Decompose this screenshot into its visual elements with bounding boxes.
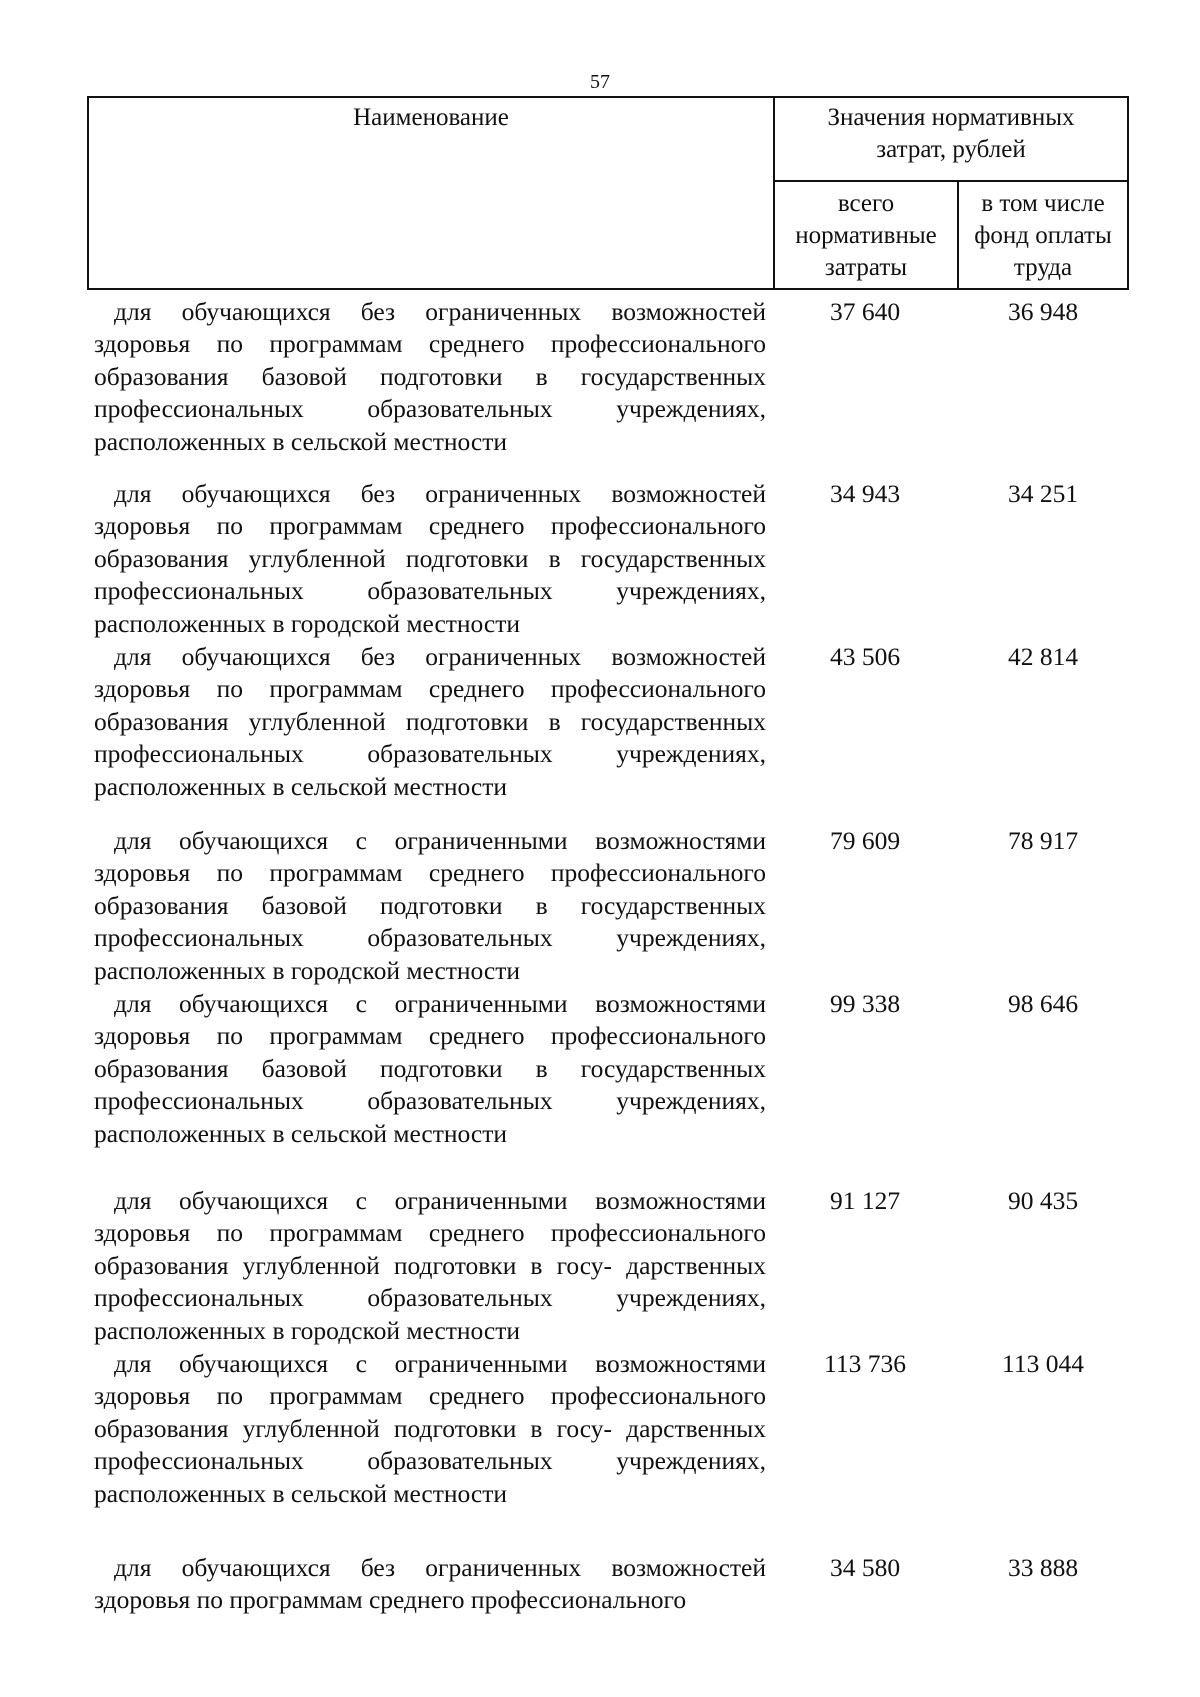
row-total: 79 609: [829, 826, 901, 855]
row-total: 99 338: [829, 989, 901, 1018]
header-total-line2: нормативные: [795, 222, 937, 249]
table-header: [87, 96, 1129, 290]
row-name: для обучающихся с ограниченными возможностями здоровья по программам среднего профессионального образования базовой подготовки в государственных профессиональных образовательных учреждениях, расположенных в сельской местности: [94, 989, 766, 1148]
header-total-column: [775, 182, 959, 288]
header-payroll-line2: фонд оплаты: [974, 222, 1112, 249]
row-payroll: 90 435: [1007, 1186, 1079, 1215]
page-number: 57: [590, 71, 610, 93]
header-payroll-line1: в том числе: [981, 190, 1105, 217]
header-total-line1: всего: [837, 190, 895, 217]
header-payroll-line3: труда: [1013, 254, 1073, 281]
row-payroll: 113 044: [1002, 1349, 1084, 1378]
row-payroll: 42 814: [1007, 642, 1079, 671]
row-payroll: 36 948: [1007, 297, 1079, 326]
row-name: для обучающихся без ограниченных возможностей здоровья по программам среднего профессионального образования углубленной подготовки в государственных профессиональных образовательных учреждениях, расположенных в сельской местности: [94, 642, 766, 801]
row-name: для обучающихся без ограниченных возможностей здоровья по программам среднего профессионального: [94, 1553, 766, 1615]
row-payroll: 78 917: [1007, 826, 1079, 855]
header-values-column: [775, 98, 1127, 182]
row-name: для обучающихся без ограниченных возможностей здоровья по программам среднего профессионального образования базовой подготовки в государственных профессиональных образовательных учреждениях, расположенных в сельской местности: [94, 297, 766, 456]
header-values-title-line1: Значения нормативных: [827, 104, 1075, 131]
row-total: 113 736: [824, 1349, 906, 1378]
row-total: 37 640: [829, 297, 901, 326]
row-total: 34 943: [829, 479, 901, 508]
header-total-line3: затраты: [824, 254, 908, 281]
row-total: 43 506: [829, 642, 901, 671]
row-name: для обучающихся с ограниченными возможностями здоровья по программам среднего профессионального образования углубленной подготовки в госу- дарственных профессиональных образовательных учреждениях, расположенных в сельской местности: [94, 1349, 766, 1508]
row-name: для обучающихся с ограниченными возможностями здоровья по программам среднего профессионального образования углубленной подготовки в госу- дарственных профессиональных образовательных учреждениях, расположенных в городской местности: [94, 1186, 766, 1345]
row-total: 34 580: [829, 1553, 901, 1582]
row-payroll: 34 251: [1007, 479, 1079, 508]
row-total: 91 127: [829, 1186, 901, 1215]
row-name: для обучающихся с ограниченными возможностями здоровья по программам среднего профессионального образования базовой подготовки в государственных профессиональных образовательных учреждениях, расположенных в городской местности: [94, 826, 766, 985]
header-name-column: Наименование: [89, 98, 775, 288]
row-name: для обучающихся без ограниченных возможностей здоровья по программам среднего профессионального образования углубленной подготовки в государственных профессиональных образовательных учреждениях, расположенных в городской местности: [94, 479, 766, 638]
row-payroll: 98 646: [1007, 989, 1079, 1018]
header-values-title-line2: затрат, рублей: [876, 136, 1026, 163]
header-payroll-column: [959, 182, 1127, 288]
row-payroll: 33 888: [1007, 1553, 1079, 1582]
